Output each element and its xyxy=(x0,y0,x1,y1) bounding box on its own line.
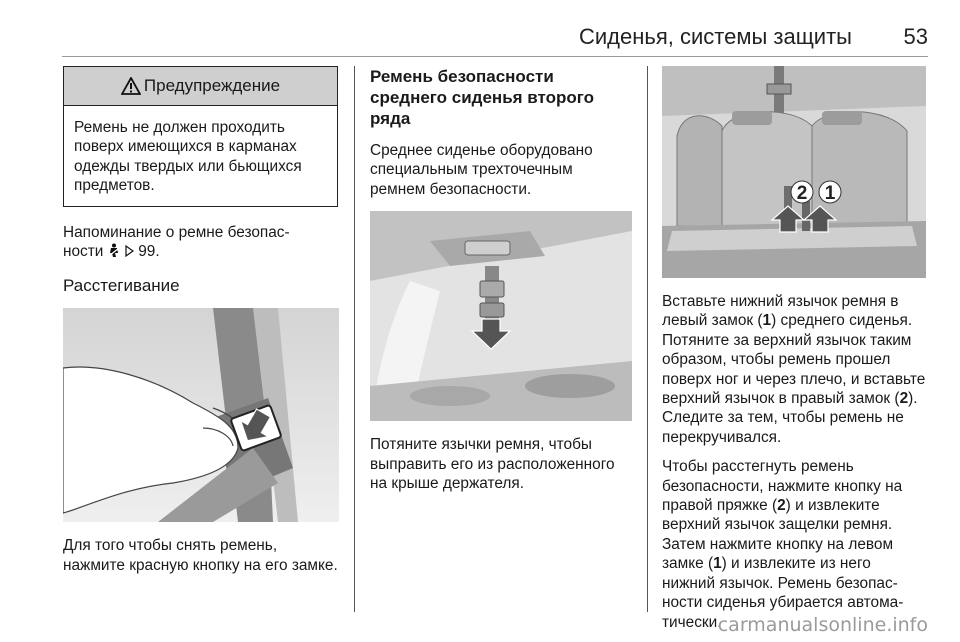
seatbelt-reminder-icon xyxy=(108,243,120,258)
release-instructions xyxy=(662,457,926,632)
column-middle xyxy=(370,66,632,493)
unbuckle-caption: Для того чтобы снять ремень, нажмите красную кнопку на его замке. xyxy=(63,537,338,574)
reminder-text-a: Напоминание о ремне безопас- xyxy=(63,223,290,241)
column-left xyxy=(63,66,339,575)
watermark: carmanualsonline.info xyxy=(717,614,928,636)
warning-triangle-icon xyxy=(121,77,141,95)
column-divider-2 xyxy=(647,66,648,612)
reminder-text-b: ности xyxy=(63,243,104,261)
insert-ref-2: 2 xyxy=(899,390,909,408)
section-title: Сиденья, системы защиты xyxy=(578,24,852,49)
unbuckle-heading: Расстегивание xyxy=(63,276,180,296)
rear-seat-buckles-illustration xyxy=(662,66,926,278)
warning-header xyxy=(64,67,337,106)
page-header xyxy=(0,0,960,58)
insert-text-3: ). Следите за тем, чтобы ремень не перекручивался. xyxy=(662,390,918,446)
insert-instructions xyxy=(662,292,926,447)
page-reference-arrow-icon xyxy=(124,245,134,257)
roof-holder-caption: Потяните язычки ремня, чтобы выправить его из расположенного на крыше держателя. xyxy=(370,436,615,493)
column-right xyxy=(662,66,926,632)
callout-number-2: 2 xyxy=(796,183,808,204)
warning-title: Предупреждение xyxy=(143,76,281,95)
page-number: 53 xyxy=(903,24,928,49)
release-text-3: ) и извлеките из него нижний язычок. Ремень безопас-ности сиденья убирается автома-тически. xyxy=(662,555,904,631)
release-ref-2: 1 xyxy=(713,555,722,573)
release-ref-1: 2 xyxy=(777,497,786,515)
release-text-2: ) и извлеките верхний язычок защелки ремня. Затем нажмите кнопку на левом замке ( xyxy=(662,497,894,573)
insert-ref-1: 1 xyxy=(762,312,772,330)
reminder-paragraph xyxy=(63,223,339,262)
callout-number-1: 1 xyxy=(824,183,836,204)
middle-belt-heading: Ремень безопасности среднего сиденья второго ряда xyxy=(370,67,595,128)
header-divider xyxy=(62,56,928,57)
reminder-page-ref: 99. xyxy=(138,243,160,261)
insert-text-1: Вставьте нижний язычок ремня в левый замок ( xyxy=(662,293,899,330)
middle-belt-intro: Среднее сиденье оборудовано специальным трехточечным ремнем безопасности. xyxy=(370,142,593,198)
release-text-1: Чтобы расстегнуть ремень безопасности, нажмите кнопку на правой пряжке ( xyxy=(662,458,903,515)
insert-text-2: ) среднего сиденья. Потяните за верхний язычок таким образом, чтобы ремень прошел поверх ног и через плечо, и вставьте верхний язычок в правый замок ( xyxy=(662,312,926,408)
column-divider-1 xyxy=(354,66,355,612)
warning-box xyxy=(63,66,338,207)
warning-text: Ремень не должен проходить поверх имеющихся в карманах одежды твердых или бьющихся предметов. xyxy=(74,119,302,195)
roof-holder-illustration xyxy=(370,211,632,421)
unbuckle-illustration xyxy=(63,308,339,522)
